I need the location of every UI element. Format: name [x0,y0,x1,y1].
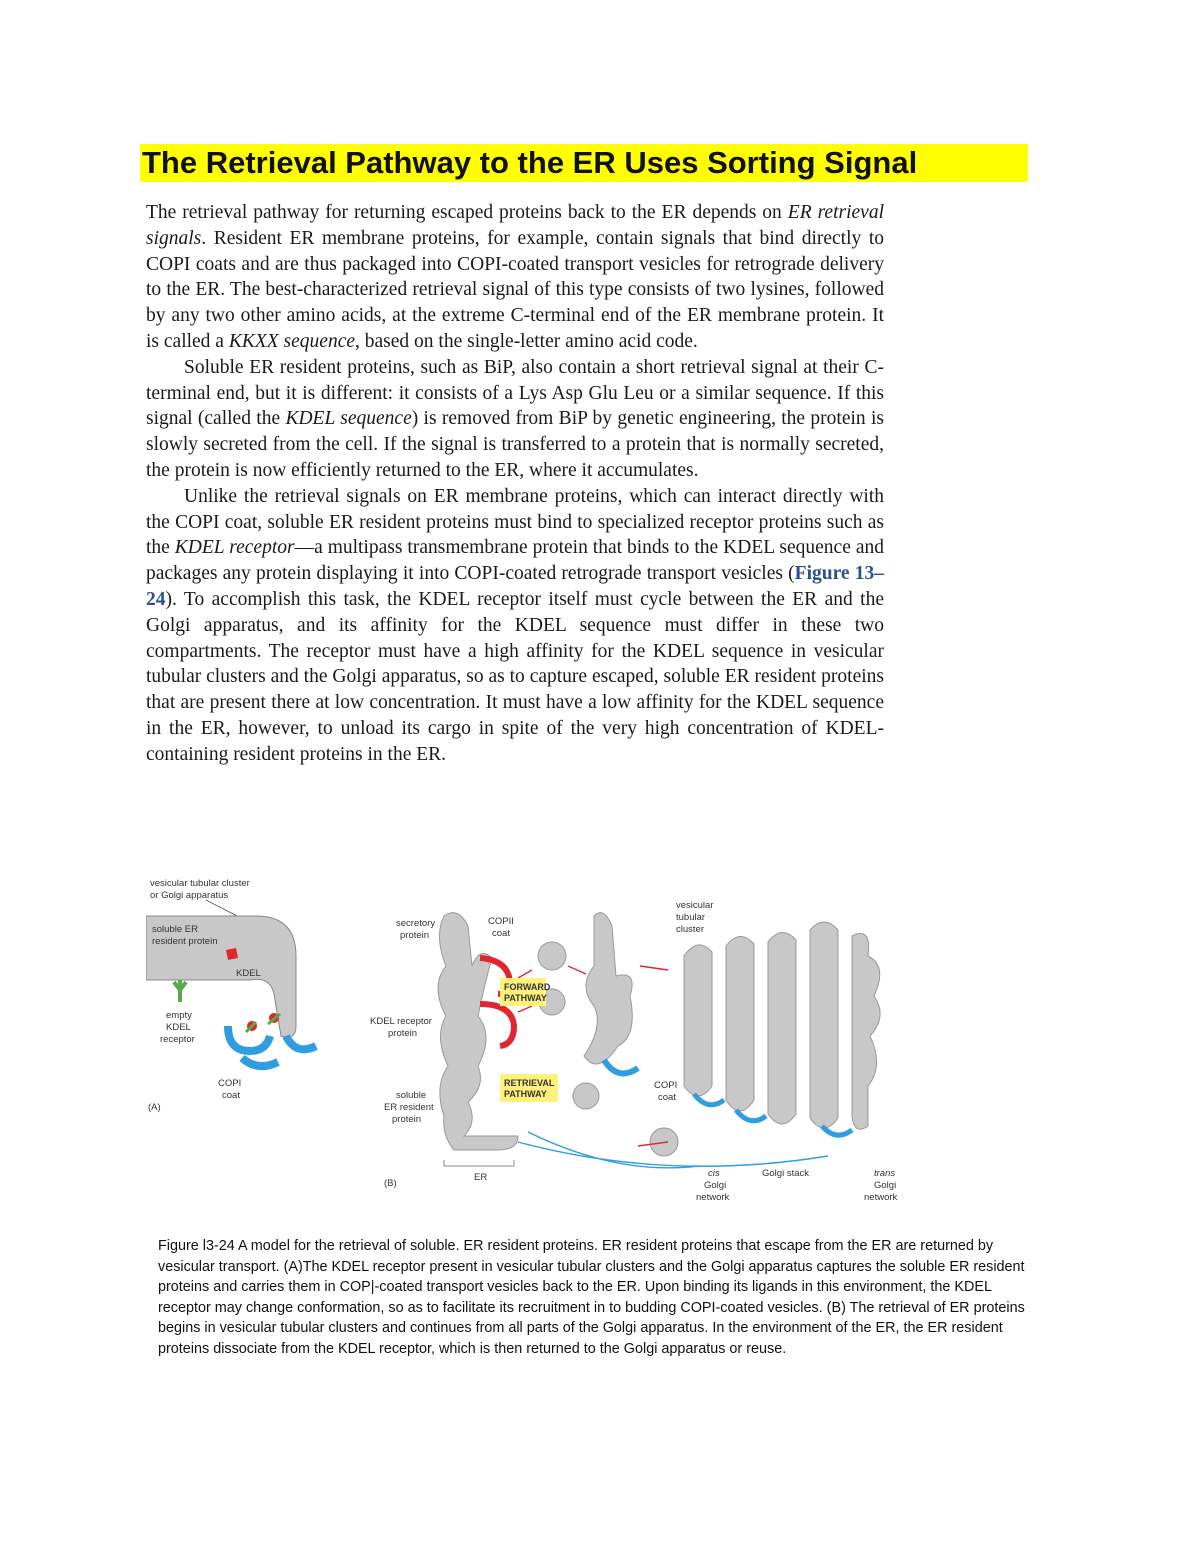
vesicle [538,942,566,970]
text-run: , based on the single-letter amino acid code. [355,330,698,352]
label-empty2: KDEL [166,1022,191,1033]
label-kdelr2: protein [388,1028,418,1039]
text-run: Unlike the retrieval signals on ER membrane proteins, which can interact directly with the COPI coat, soluble ER resident proteins must bind to specialized receptor proteins such as the [146,485,884,559]
label-vtc: vesicular [676,900,714,911]
label-forward: FORWARD [504,982,551,992]
label-trans: trans [874,1168,896,1179]
label-kdel: KDEL [236,968,261,979]
term-kdel-receptor: KDEL receptor [174,537,295,559]
copi-coat-shape [604,1060,638,1073]
golgi-cisterna [726,936,754,1111]
copi-coat-shape [822,1126,852,1135]
figure-b-diagram [368,886,933,1206]
label-copi2: coat [222,1090,240,1101]
text-run: ). To accomplish this task, the KDEL receptor itself must cycle between the ER and the Golgi apparatus, and its affinity for the KDEL sequence must differ in these two compartments. The receptor must have a high affinity for the KDEL sequence in vesicular tubular clusters and the Golgi apparatus, so as to capture escaped, soluble ER resident proteins that are present there at low concentration. It must have a low affinity for the KDEL sequence in the ER, however, to unload its cargo in spite of the very high concentration of KDEL-containing resident proteins in the ER. [146,588,884,765]
figure-reference-link[interactable]: Figure 13–24 [146,563,884,610]
er-compartment [438,913,518,1150]
label-retrieval: RETRIEVAL [504,1078,555,1088]
label-soluble2: ER resident [384,1102,434,1113]
copi-coat-shape [286,1036,316,1049]
label-copi: COPI [654,1080,678,1091]
label-forward2: PATHWAY [504,993,547,1003]
term-kkxx: KKXX sequence [228,330,356,352]
label-soluble3: protein [392,1114,422,1125]
label-empty3: receptor [160,1034,195,1045]
golgi-cis [684,945,712,1096]
panel-label-a: (A) [148,1102,161,1113]
text-run: The retrieval pathway for returning escaped proteins back to the ER depends on [146,202,788,223]
paragraph-3 [146,484,884,768]
panel-label-b: (B) [384,1178,397,1189]
golgi-cisterna [810,922,838,1128]
label-soluble: soluble ER [152,924,198,935]
label-secretory2: protein [400,930,430,941]
empty-receptor-icon [174,980,186,1002]
figure-a-diagram [146,876,332,1126]
paragraph-1 [146,200,884,355]
label-soluble2: resident protein [152,936,218,947]
vesicular-tubular-cluster [584,913,632,1064]
label-vtc3: cluster [676,924,704,935]
golgi-cisterna [768,932,796,1124]
body-text [146,200,884,768]
label-cis2: Golgi [704,1180,727,1191]
text-run: Soluble ER resident proteins, such as BiP, also contain a short retrieval signal at their C-terminal end, but it is different: it consists of a Lys Asp Glu Leu or a similar sequence. If this signal (called the [146,356,884,430]
label-trans3: network [864,1192,898,1203]
label-vtc2: or Golgi apparatus [150,890,229,901]
label-cis: cis [708,1168,720,1179]
page-title: The Retrieval Pathway to the ER Uses Sorting Signal [140,144,1028,182]
label-retrieval2: PATHWAY [504,1089,547,1099]
copi-coat-shape [242,1058,278,1066]
label-kdelr: KDEL receptor [370,1016,432,1027]
golgi-trans [852,934,880,1130]
vesicle [573,1083,599,1109]
label-secretory: secretory [396,918,436,929]
label-empty: empty [166,1010,192,1021]
paragraph-2 [146,355,884,484]
label-copii: COPII [488,916,514,927]
label-vtc: vesicular tubular cluster [150,878,250,889]
label-stack: Golgi stack [762,1168,809,1179]
text-run: . Resident ER membrane proteins, for example, contain signals that bind directly to COPI coats and are thus packaged into COPI-coated transport vesicles for retrograde delivery to the ER. The best-characterized retrieval signal of this type consists of two lysines, followed by any two other amino acids, at the extreme C-terminal end of the ER membrane protein. It is called a [146,227,884,352]
label-cis3: network [696,1192,730,1203]
copi-coat-shape [736,1110,766,1121]
label-soluble: soluble [396,1090,427,1101]
figure-caption: Figure l3-24 A model for the retrieval of soluble. ER resident proteins. ER resident proteins that escape from the ER are returned by vesicular transport. (A)The KDEL receptor present in vesicular tubular clusters and the Golgi apparatus captures the soluble ER resident proteins and carries them in COP|-coated transport vesicles back to the ER. Upon binding its ligands in this environment, the KDEL receptor may change conformation, so as to facilitate its recruitment in to budding COPI-coated vesicles. (B) The retrieval of ER proteins begins in vesicular tubular clusters and continues from all parts of the Golgi apparatus. In the environment of the ER, the ER resident proteins dissociate from the KDEL receptor, which is then returned to the Golgi apparatus or reuse. [158,1238,1025,1357]
label-vtc2: tubular [676,912,706,923]
text-run: ) is removed from BiP by genetic engineering, the protein is slowly secreted from the cell. If the signal is transferred to a protein that is normally secreted, the protein is now efficiently returned to the ER, where it accumulates. [146,408,884,481]
label-copii2: coat [492,928,510,939]
label-copi: COPI [218,1078,242,1089]
label-trans2: Golgi [874,1180,897,1191]
term-kdel-sequence: KDEL sequence [285,408,412,430]
copi-coat-shape [694,1094,724,1105]
label-copi2: coat [658,1092,676,1103]
text-run: —a multipass transmembrane protein that binds to the KDEL sequence and packages any protein displaying it into COPI-coated retrograde transport vesicles ( [146,537,884,585]
soluble-protein-icon [226,948,238,960]
term-er-retrieval-signals: ER retrieval signals [146,202,884,249]
label-er: ER [474,1172,488,1183]
